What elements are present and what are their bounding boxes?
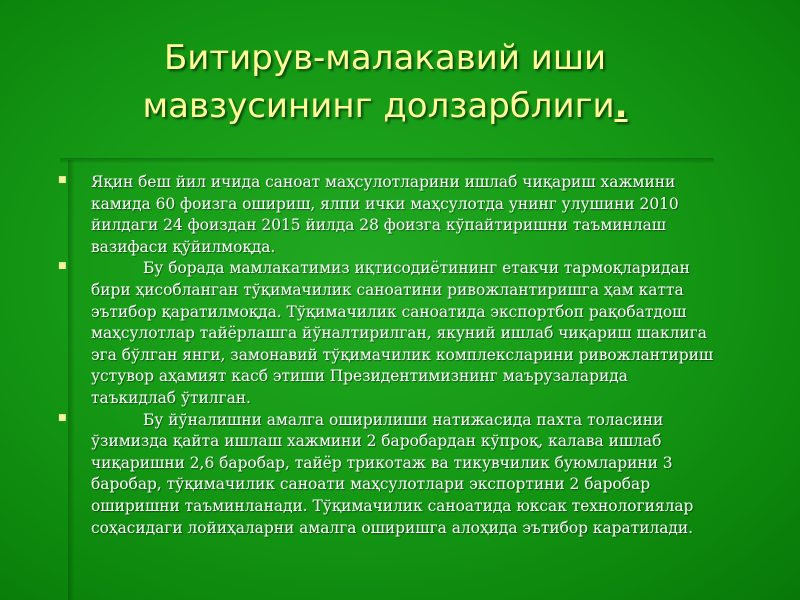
bullet-marker-icon: ■ <box>58 261 67 272</box>
bullet-item-3 <box>56 410 716 540</box>
title-line-2 <box>0 82 770 130</box>
title-line-2-text: мавзусининг долзарблиги <box>142 86 615 126</box>
bullet-list <box>56 172 716 539</box>
bullet-text-2: Бу борада мамлакатимиз иқтисодиётининг етакчи тармоқларидан бири ҳисобланган тўқимачилик саноатини ривожлантиришга ҳам катта эътибор қаратилмоқда. Тўқимачилик саноатида экспортбоп рақобатдош маҳсулотлар тайёрлашга йўналтирилган, якуний ишлаб чиқариш шаклига эга бўлган янги, замонавий тўқимачилик комплексларини ривожлантириш устувор аҳамият касб этиши Президентимизнинг маърузаларида таъкидлаб ўтилган. <box>91 259 714 407</box>
bullet-text-1: Яқин беш йил ичида саноат маҳсулотларини ишлаб чиқариш хажмини камида 60 фоизга ошириш, ялпи ички маҳсулотда унинг улушини 2010 йилдаги 24 фоиздан 2015 йилда 28 фоизга кўпайтиришни таъминлаш вазифаси қўйилмоқда. <box>91 173 679 256</box>
bullet-marker-icon: ■ <box>58 175 67 185</box>
title-period: . <box>614 86 628 126</box>
decorative-horizontal-stripe <box>60 158 714 163</box>
title-line-1: Битирув-малакавий иши <box>163 38 607 78</box>
bullet-marker-icon: ■ <box>58 412 67 423</box>
bullet-item-2 <box>56 258 716 409</box>
bullet-text-3: Бу йўналишни амалга оширилиши натижасида пахта толасини ўзимизда қайта ишлаш хажмини 2 баробардан кўпроқ, калава ишлаб чиқаришни 2,6 баробар, тайёр трикотаж ва тикувчилик буюмларини 3 баробар, тўқимачилик саноати маҳсулотлари экспортини 2 баробар оширишни таъминланади. Тўқимачилик саноатида юксак технологиялар соҳасидаги лойиҳаларни амалга оширишга алоҳида эътибор каратилади. <box>91 410 694 537</box>
slide-title <box>0 34 770 130</box>
bullet-item-1 <box>56 172 716 258</box>
